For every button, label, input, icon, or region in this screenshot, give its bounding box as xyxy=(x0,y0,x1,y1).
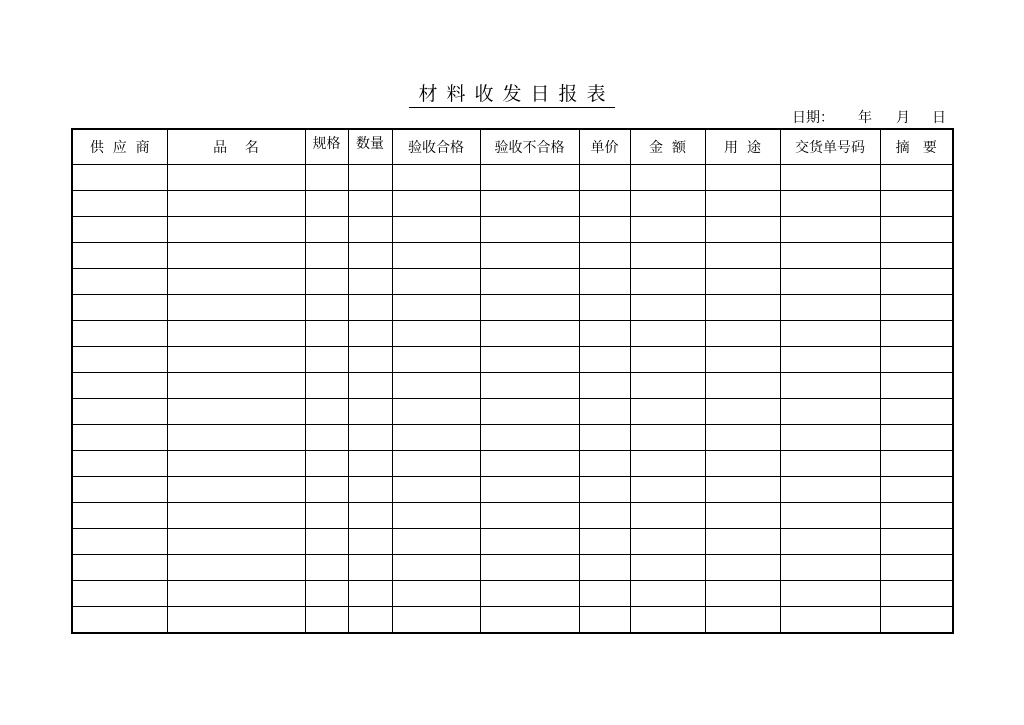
header-row xyxy=(72,129,953,165)
table-cell[interactable] xyxy=(579,165,630,191)
header-product-name: 品 名 xyxy=(167,129,305,165)
table-cell[interactable] xyxy=(305,347,348,373)
table-cell[interactable] xyxy=(630,503,705,529)
table-cell[interactable] xyxy=(780,581,880,607)
table-cell[interactable] xyxy=(705,373,780,399)
table-cell[interactable] xyxy=(348,503,392,529)
date-month-label: 月 xyxy=(896,110,910,126)
table-cell[interactable] xyxy=(705,425,780,451)
table-cell[interactable] xyxy=(880,217,953,243)
table-cell[interactable] xyxy=(705,269,780,295)
table-cell[interactable] xyxy=(305,555,348,581)
table-cell[interactable] xyxy=(348,529,392,555)
table-cell[interactable] xyxy=(480,555,579,581)
table-cell[interactable] xyxy=(630,243,705,269)
header-supplier: 供 应 商 xyxy=(72,129,167,165)
table-cell[interactable] xyxy=(348,321,392,347)
table-cell[interactable] xyxy=(579,581,630,607)
table-cell[interactable] xyxy=(705,555,780,581)
table-cell[interactable] xyxy=(880,399,953,425)
table-cell[interactable] xyxy=(780,555,880,581)
table-cell[interactable] xyxy=(579,503,630,529)
table-cell[interactable] xyxy=(579,321,630,347)
table-cell[interactable] xyxy=(167,607,305,634)
table-cell[interactable] xyxy=(630,321,705,347)
table-cell[interactable] xyxy=(480,217,579,243)
table-cell[interactable] xyxy=(72,191,167,217)
table-cell[interactable] xyxy=(480,425,579,451)
table-cell[interactable] xyxy=(348,477,392,503)
table-cell[interactable] xyxy=(72,581,167,607)
table-cell[interactable] xyxy=(167,321,305,347)
table-cell[interactable] xyxy=(305,321,348,347)
table-cell[interactable] xyxy=(705,399,780,425)
table-cell[interactable] xyxy=(392,503,480,529)
table-cell[interactable] xyxy=(705,321,780,347)
table-cell[interactable] xyxy=(579,243,630,269)
table-row xyxy=(72,399,953,425)
table-cell[interactable] xyxy=(705,477,780,503)
date-label: 日期： xyxy=(792,110,834,126)
table-cell[interactable] xyxy=(880,477,953,503)
table-cell[interactable] xyxy=(72,451,167,477)
table-cell[interactable] xyxy=(705,451,780,477)
table-cell[interactable] xyxy=(348,555,392,581)
table-row xyxy=(72,191,953,217)
table-cell[interactable] xyxy=(480,191,579,217)
table-cell[interactable] xyxy=(630,269,705,295)
table-cell[interactable] xyxy=(167,243,305,269)
table-cell[interactable] xyxy=(880,425,953,451)
table-cell[interactable] xyxy=(72,425,167,451)
table-cell[interactable] xyxy=(305,191,348,217)
table-row xyxy=(72,217,953,243)
table-cell[interactable] xyxy=(348,165,392,191)
table-cell[interactable] xyxy=(579,269,630,295)
date-year-label: 年 xyxy=(858,110,872,126)
header-summary: 摘 要 xyxy=(880,129,953,165)
table-cell[interactable] xyxy=(392,269,480,295)
table-cell[interactable] xyxy=(579,347,630,373)
table-cell[interactable] xyxy=(780,269,880,295)
table-cell[interactable] xyxy=(579,217,630,243)
table-cell[interactable] xyxy=(348,347,392,373)
table-cell[interactable] xyxy=(167,555,305,581)
table-cell[interactable] xyxy=(880,581,953,607)
header-delivery-number: 交货单号码 xyxy=(780,129,880,165)
table-cell[interactable] xyxy=(72,555,167,581)
table-cell[interactable] xyxy=(630,165,705,191)
table-cell[interactable] xyxy=(630,477,705,503)
table-cell[interactable] xyxy=(348,399,392,425)
table-cell[interactable] xyxy=(630,555,705,581)
table-cell[interactable] xyxy=(579,529,630,555)
table-cell[interactable] xyxy=(348,295,392,321)
table-row xyxy=(72,347,953,373)
table-cell[interactable] xyxy=(167,581,305,607)
table-cell[interactable] xyxy=(305,373,348,399)
table-cell[interactable] xyxy=(480,399,579,425)
table-cell[interactable] xyxy=(780,165,880,191)
table-cell[interactable] xyxy=(305,217,348,243)
table-row xyxy=(72,529,953,555)
table-cell[interactable] xyxy=(579,373,630,399)
table-cell[interactable] xyxy=(630,425,705,451)
header-accepted: 验收合格 xyxy=(392,129,480,165)
table-cell[interactable] xyxy=(880,347,953,373)
table-cell[interactable] xyxy=(780,477,880,503)
table-cell[interactable] xyxy=(780,295,880,321)
header-quantity: 数量 xyxy=(348,129,392,165)
table-cell[interactable] xyxy=(305,581,348,607)
table-cell[interactable] xyxy=(880,321,953,347)
table-cell[interactable] xyxy=(880,451,953,477)
table-cell[interactable] xyxy=(392,165,480,191)
table-cell[interactable] xyxy=(305,165,348,191)
table-cell[interactable] xyxy=(780,607,880,634)
table-cell[interactable] xyxy=(579,477,630,503)
table-cell[interactable] xyxy=(880,529,953,555)
table-cell[interactable] xyxy=(705,503,780,529)
table-cell[interactable] xyxy=(72,269,167,295)
date-day-label: 日 xyxy=(932,110,946,126)
table-cell[interactable] xyxy=(305,503,348,529)
table-cell[interactable] xyxy=(167,295,305,321)
table-cell[interactable] xyxy=(705,581,780,607)
table-cell[interactable] xyxy=(780,451,880,477)
header-purpose: 用 途 xyxy=(705,129,780,165)
header-spec: 规格 xyxy=(305,129,348,165)
form-title-text: 材料收发日报表 xyxy=(409,82,614,108)
table-cell[interactable] xyxy=(305,425,348,451)
table-row xyxy=(72,373,953,399)
table-cell[interactable] xyxy=(348,451,392,477)
table-cell[interactable] xyxy=(480,165,579,191)
table-cell[interactable] xyxy=(480,529,579,555)
table-cell[interactable] xyxy=(630,217,705,243)
table-cell[interactable] xyxy=(72,529,167,555)
table-cell[interactable] xyxy=(630,347,705,373)
table-cell[interactable] xyxy=(392,425,480,451)
table-cell[interactable] xyxy=(72,477,167,503)
table-cell[interactable] xyxy=(348,581,392,607)
table-cell[interactable] xyxy=(348,425,392,451)
table-cell[interactable] xyxy=(167,399,305,425)
table-cell[interactable] xyxy=(167,529,305,555)
table-cell[interactable] xyxy=(630,529,705,555)
table-cell[interactable] xyxy=(780,243,880,269)
table-body xyxy=(72,165,953,634)
table-cell[interactable] xyxy=(392,191,480,217)
table-cell[interactable] xyxy=(167,373,305,399)
table-cell[interactable] xyxy=(880,191,953,217)
table-row xyxy=(72,425,953,451)
table-cell[interactable] xyxy=(579,399,630,425)
table-row xyxy=(72,555,953,581)
table-cell[interactable] xyxy=(880,243,953,269)
table-cell[interactable] xyxy=(480,243,579,269)
table-cell[interactable] xyxy=(392,529,480,555)
table-cell[interactable] xyxy=(780,503,880,529)
table-cell[interactable] xyxy=(348,269,392,295)
table-cell[interactable] xyxy=(480,269,579,295)
table-cell[interactable] xyxy=(392,243,480,269)
table-cell[interactable] xyxy=(348,191,392,217)
table-cell[interactable] xyxy=(705,217,780,243)
table-cell[interactable] xyxy=(305,295,348,321)
table-cell[interactable] xyxy=(167,269,305,295)
table-cell[interactable] xyxy=(305,607,348,634)
table-cell[interactable] xyxy=(392,581,480,607)
table-cell[interactable] xyxy=(167,477,305,503)
table-cell[interactable] xyxy=(880,269,953,295)
table-cell[interactable] xyxy=(630,399,705,425)
table-cell[interactable] xyxy=(880,503,953,529)
table-cell[interactable] xyxy=(392,477,480,503)
table-row xyxy=(72,243,953,269)
table-cell[interactable] xyxy=(480,581,579,607)
table-cell[interactable] xyxy=(705,165,780,191)
table-cell[interactable] xyxy=(579,425,630,451)
table-cell[interactable] xyxy=(880,165,953,191)
table-cell[interactable] xyxy=(72,217,167,243)
table-cell[interactable] xyxy=(392,217,480,243)
table-cell[interactable] xyxy=(780,529,880,555)
table-cell[interactable] xyxy=(480,321,579,347)
table-cell[interactable] xyxy=(72,243,167,269)
table-cell[interactable] xyxy=(630,295,705,321)
header-rejected: 验收不合格 xyxy=(480,129,579,165)
table-cell[interactable] xyxy=(167,165,305,191)
table-cell[interactable] xyxy=(705,347,780,373)
table-cell[interactable] xyxy=(305,399,348,425)
table-cell[interactable] xyxy=(880,373,953,399)
table-cell[interactable] xyxy=(780,425,880,451)
table-cell[interactable] xyxy=(630,581,705,607)
table-cell[interactable] xyxy=(579,555,630,581)
table-row xyxy=(72,451,953,477)
table-cell[interactable] xyxy=(880,295,953,321)
table-cell[interactable] xyxy=(780,191,880,217)
table-cell[interactable] xyxy=(630,191,705,217)
table-cell[interactable] xyxy=(705,529,780,555)
table-cell[interactable] xyxy=(392,321,480,347)
table-cell[interactable] xyxy=(392,373,480,399)
table-cell[interactable] xyxy=(72,295,167,321)
table-cell[interactable] xyxy=(780,347,880,373)
table-cell[interactable] xyxy=(579,295,630,321)
table-cell[interactable] xyxy=(480,607,579,634)
table-cell[interactable] xyxy=(348,243,392,269)
table-cell[interactable] xyxy=(305,451,348,477)
table-cell[interactable] xyxy=(630,373,705,399)
table-cell[interactable] xyxy=(392,399,480,425)
table-cell[interactable] xyxy=(305,529,348,555)
header-unit-price: 单价 xyxy=(579,129,630,165)
table-row xyxy=(72,269,953,295)
table-row xyxy=(72,321,953,347)
table-cell[interactable] xyxy=(480,451,579,477)
form-title xyxy=(0,82,1024,108)
table-cell[interactable] xyxy=(630,451,705,477)
table-cell[interactable] xyxy=(392,607,480,634)
table-cell[interactable] xyxy=(348,607,392,634)
table-cell[interactable] xyxy=(705,295,780,321)
table-cell[interactable] xyxy=(780,373,880,399)
table-cell[interactable] xyxy=(780,399,880,425)
table-cell[interactable] xyxy=(579,191,630,217)
table-cell[interactable] xyxy=(480,295,579,321)
header-amount: 金 额 xyxy=(630,129,705,165)
table-cell[interactable] xyxy=(72,165,167,191)
table-cell[interactable] xyxy=(72,399,167,425)
table-cell[interactable] xyxy=(780,321,880,347)
table-cell[interactable] xyxy=(705,191,780,217)
table-cell[interactable] xyxy=(630,607,705,634)
table-cell[interactable] xyxy=(392,555,480,581)
table-cell[interactable] xyxy=(305,269,348,295)
table-cell[interactable] xyxy=(392,295,480,321)
table-cell[interactable] xyxy=(579,451,630,477)
table-row xyxy=(72,477,953,503)
table-cell[interactable] xyxy=(705,243,780,269)
table-cell[interactable] xyxy=(880,555,953,581)
table-cell[interactable] xyxy=(72,321,167,347)
table-cell[interactable] xyxy=(72,373,167,399)
table-cell[interactable] xyxy=(579,607,630,634)
table-cell[interactable] xyxy=(305,243,348,269)
table-cell[interactable] xyxy=(167,451,305,477)
table-cell[interactable] xyxy=(167,425,305,451)
table-cell[interactable] xyxy=(348,217,392,243)
table-cell[interactable] xyxy=(167,347,305,373)
table-cell[interactable] xyxy=(480,477,579,503)
table-cell[interactable] xyxy=(392,451,480,477)
table-cell[interactable] xyxy=(480,503,579,529)
table-cell[interactable] xyxy=(780,217,880,243)
table-cell[interactable] xyxy=(72,347,167,373)
table-row xyxy=(72,607,953,634)
table-cell[interactable] xyxy=(167,503,305,529)
table-row xyxy=(72,581,953,607)
table-cell[interactable] xyxy=(392,347,480,373)
table-cell[interactable] xyxy=(480,373,579,399)
table-cell[interactable] xyxy=(167,217,305,243)
table-cell[interactable] xyxy=(880,607,953,634)
table-row xyxy=(72,503,953,529)
table-row xyxy=(72,165,953,191)
daily-report-table xyxy=(71,128,954,634)
table-cell[interactable] xyxy=(348,373,392,399)
table-row xyxy=(72,295,953,321)
table-cell[interactable] xyxy=(305,477,348,503)
table-cell[interactable] xyxy=(705,607,780,634)
table-cell[interactable] xyxy=(480,347,579,373)
table-cell[interactable] xyxy=(167,191,305,217)
table-cell[interactable] xyxy=(72,607,167,634)
table-cell[interactable] xyxy=(72,503,167,529)
